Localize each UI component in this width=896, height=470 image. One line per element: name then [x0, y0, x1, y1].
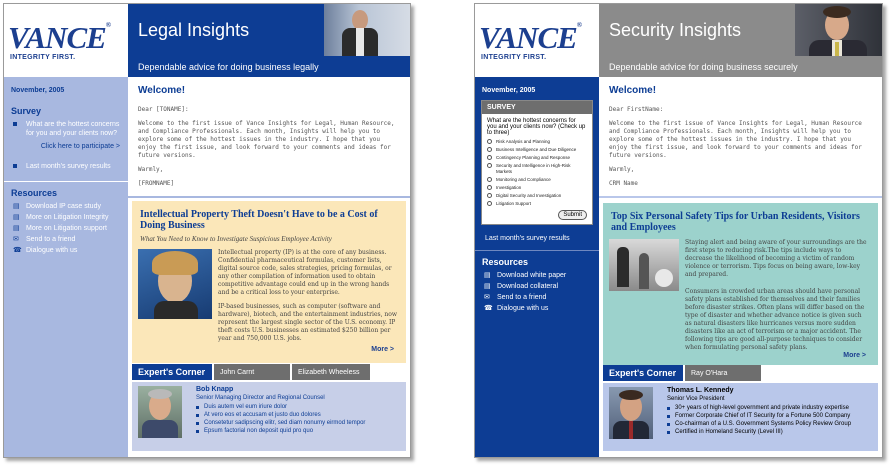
survey-question: What are the hottest concerns for you and your clients now?	[4, 119, 128, 139]
radio-button[interactable]	[487, 177, 492, 182]
vance-logo[interactable]	[4, 4, 128, 77]
document-icon: ▤	[13, 225, 20, 232]
street-photo	[609, 239, 679, 291]
page-title: Legal Insights	[128, 4, 324, 56]
logo-wordmark: VANCE®	[479, 20, 582, 55]
survey-option[interactable]: Contingency Planning and Response	[482, 154, 592, 162]
expert-name: Thomas L. Kennedy	[667, 387, 734, 394]
resource-download-collateral[interactable]: ▤ Download collateral	[484, 283, 559, 290]
radio-button[interactable]	[487, 163, 492, 168]
letter-body: Welcome to the first issue of Vance Insights for Legal, Human Resource, and Compliance Professionals. Each month, Insights will help you to explore some of the hottest issues in the industry. I hope that you enjoy the first issue, and look forward to your comments and ideas for future versions.	[138, 120, 395, 159]
feature-subtitle: What You Need to Know to Investigate Suspicious Employee Activity	[140, 235, 332, 243]
letter-greeting: Dear [TONAME]:	[138, 106, 189, 113]
survey-option[interactable]: Digital Security and Investigation	[482, 192, 592, 200]
feature-paragraph: Intellectual property (IP) is at the core of any business. Confidential pharmaceutical formulas, customer lists, digital source code, sales strategies, pricing formulas, or any other compilation of information used to obtain competitive advantage could end up in the wrong hands and be a critical loss to your enterprise.	[218, 249, 392, 296]
expert-bullet: Consetetur sadipscing elitr, sed diam nonumy eirmod tempor	[196, 420, 400, 426]
resource-download-ip-case-study[interactable]: ▤ Download IP case study	[13, 203, 101, 210]
resource-litigation-integrity[interactable]: ▤ More on Litigation Integrity	[13, 214, 109, 221]
survey-option[interactable]: Monitoring and Compliance	[482, 176, 592, 184]
tab-john-carnt[interactable]: John Carnt	[214, 364, 290, 380]
letter-closing: Warmly,	[609, 166, 635, 173]
radio-button[interactable]	[487, 155, 492, 160]
security-insights-newsletter	[474, 3, 883, 458]
survey-form	[481, 100, 593, 225]
envelope-icon: ✉	[484, 294, 490, 301]
survey-question: What are the hottest concerns for you and your clients now? (Check up to three)	[487, 118, 586, 136]
expert-profile	[603, 383, 878, 451]
document-icon: ▤	[13, 214, 20, 221]
feature-title[interactable]: Top Six Personal Safety Tips for Urban Residents, Visitors and Employees	[611, 211, 860, 233]
document-icon: ▤	[13, 203, 20, 210]
survey-option[interactable]: Risk Analysis and Planning	[482, 138, 592, 146]
resource-dialogue[interactable]: ☎ Dialogue with us	[13, 247, 78, 254]
last-month-survey-link[interactable]: Last month's survey results	[4, 161, 128, 172]
expert-profile	[132, 382, 406, 451]
expert-bullet: Co-chairman of a U.S. Government Systems Policy Review Group	[667, 421, 872, 427]
phone-icon: ☎	[484, 305, 493, 312]
expert-photo	[138, 386, 182, 438]
woman-photo	[138, 249, 212, 319]
phone-icon: ☎	[13, 247, 22, 254]
resource-send-to-friend[interactable]: ✉ Send to a friend	[484, 294, 547, 301]
survey-option[interactable]: Investigation	[482, 184, 592, 192]
survey-option[interactable]: Security and Intelligence in High-Risk Markets	[482, 162, 592, 176]
page-title: Security Insights	[599, 4, 795, 56]
expert-title: Senior Vice President	[667, 396, 725, 402]
resource-send-to-friend[interactable]: ✉ Send to a friend	[13, 236, 76, 243]
legal-insights-newsletter	[3, 3, 411, 458]
feature-title[interactable]: Intellectual Property Theft Doesn't Have to be a Cost of Doing Business	[140, 209, 378, 231]
tab-experts-corner[interactable]: Expert's Corner	[603, 365, 683, 381]
welcome-heading: Welcome!	[609, 85, 657, 96]
letter-greeting: Dear FirstName:	[609, 106, 664, 113]
radio-button[interactable]	[487, 193, 492, 198]
radio-button[interactable]	[487, 147, 492, 152]
expert-bullet: Former Corporate Chief of IT Security for a Fortune 500 Company	[667, 413, 872, 419]
survey-heading: Survey	[11, 106, 42, 116]
logo-wordmark: VANCE®	[8, 20, 111, 55]
letter-signature: [FROMNAME]	[138, 180, 175, 187]
expert-bullet: Duis autem vel eum iriure dolor	[196, 404, 400, 410]
feature-article	[132, 201, 406, 363]
expert-title: Senior Managing Director and Regional Counsel	[196, 395, 325, 401]
resources-heading: Resources	[11, 188, 58, 198]
resources-heading: Resources	[482, 257, 529, 267]
expert-tabs	[132, 364, 406, 380]
resource-dialogue[interactable]: ☎ Dialogue with us	[484, 305, 549, 312]
document-icon: ▤	[484, 272, 491, 279]
vance-logo[interactable]	[475, 4, 599, 77]
welcome-letter	[128, 106, 410, 188]
radio-button[interactable]	[487, 201, 492, 206]
main-content	[599, 77, 882, 457]
logo-tagline: INTEGRITY FIRST.	[481, 54, 547, 61]
letter-closing: Warmly,	[138, 166, 164, 173]
expert-photo	[609, 387, 653, 439]
issue-date: November, 2005	[11, 87, 65, 94]
welcome-heading: Welcome!	[138, 85, 186, 96]
radio-button[interactable]	[487, 139, 492, 144]
expert-bullet: Epsum factorial non deposit quid pro quo	[196, 428, 400, 434]
survey-title: SURVEY	[482, 101, 592, 114]
expert-bullet: 30+ years of high-level government and private industry expertise	[667, 405, 872, 411]
feature-paragraph: Staying alert and being aware of your surroundings are the first steps to reducing risk.The tips include ways to decrease the likelihood of becoming a victim of random violence or terrorism. Tips focus on being aware, low-key and prepared.	[685, 239, 867, 278]
envelope-icon: ✉	[13, 236, 19, 243]
letter-body: Welcome to the first issue of Vance Insights for Legal, Human Resource and Compliance Professionals. Each month, Insights will help you to explore some of the hottest issues in the industry. I hope that you enjoy the first issue, and look forward to your comments and ideas for future versions.	[609, 120, 862, 159]
logo-tagline: INTEGRITY FIRST.	[10, 54, 76, 61]
tab-elizabeth-wheeless[interactable]: Elizabeth Wheeless	[292, 364, 370, 380]
tab-experts-corner[interactable]: Expert's Corner	[132, 364, 212, 380]
tab-ray-ohara[interactable]: Ray O'Hara	[685, 365, 761, 381]
page-subtitle: Dependable advice for doing business securely	[599, 56, 883, 77]
more-link[interactable]: More >	[843, 352, 866, 359]
resource-download-white-paper[interactable]: ▤ Download white paper	[484, 272, 567, 279]
sidebar	[4, 77, 128, 457]
sidebar	[475, 77, 599, 457]
submit-button[interactable]: Submit	[558, 210, 587, 220]
survey-option[interactable]: Business Intelligence and Due Diligence	[482, 146, 592, 154]
survey-option[interactable]: Litigation Support	[482, 200, 592, 208]
expert-name: Bob Knapp	[196, 386, 234, 393]
letter-signature: CRM Name	[609, 180, 638, 187]
resource-litigation-support[interactable]: ▤ More on Litigation support	[13, 225, 107, 232]
expert-bullet: At vero eos et accusam et justo duo dolores	[196, 412, 400, 418]
main-content	[128, 77, 410, 457]
feature-body	[218, 249, 398, 343]
feature-paragraph: IP-based businesses, such as computer (software and hardware), biotech, and the entertainment industries, now represent the largest single sector of the U.S. economy. IP theft costs U.S. businesses an estimated $250 billion per year and 750,000 U.S. jobs.	[218, 303, 397, 342]
feature-article	[603, 203, 878, 365]
document-icon: ▤	[484, 283, 491, 290]
expert-tabs	[603, 365, 878, 381]
welcome-letter	[599, 106, 882, 188]
issue-date: November, 2005	[482, 87, 536, 94]
expert-bullet: Certified in Homeland Security (Level III)	[667, 429, 872, 435]
more-link[interactable]: More >	[371, 346, 394, 353]
last-month-survey-link[interactable]: Last month's survey results	[485, 235, 570, 242]
page-subtitle: Dependable advice for doing business legally	[128, 56, 411, 77]
radio-button[interactable]	[487, 185, 492, 190]
feature-paragraph: Consumers in crowded urban areas should have personal safety plans established for themselves and their families before disaster strikes. Often plans will differ based on the type of disaster and whether advance notice is given such as natural disasters like hurricanes versus more sudden disasters like an act of terrorism or a major accident. The following tips are good all-purpose techniques to consider when formulating personal safety plans.	[685, 288, 865, 351]
survey-participate-link[interactable]: Click here to participate >	[40, 143, 120, 150]
